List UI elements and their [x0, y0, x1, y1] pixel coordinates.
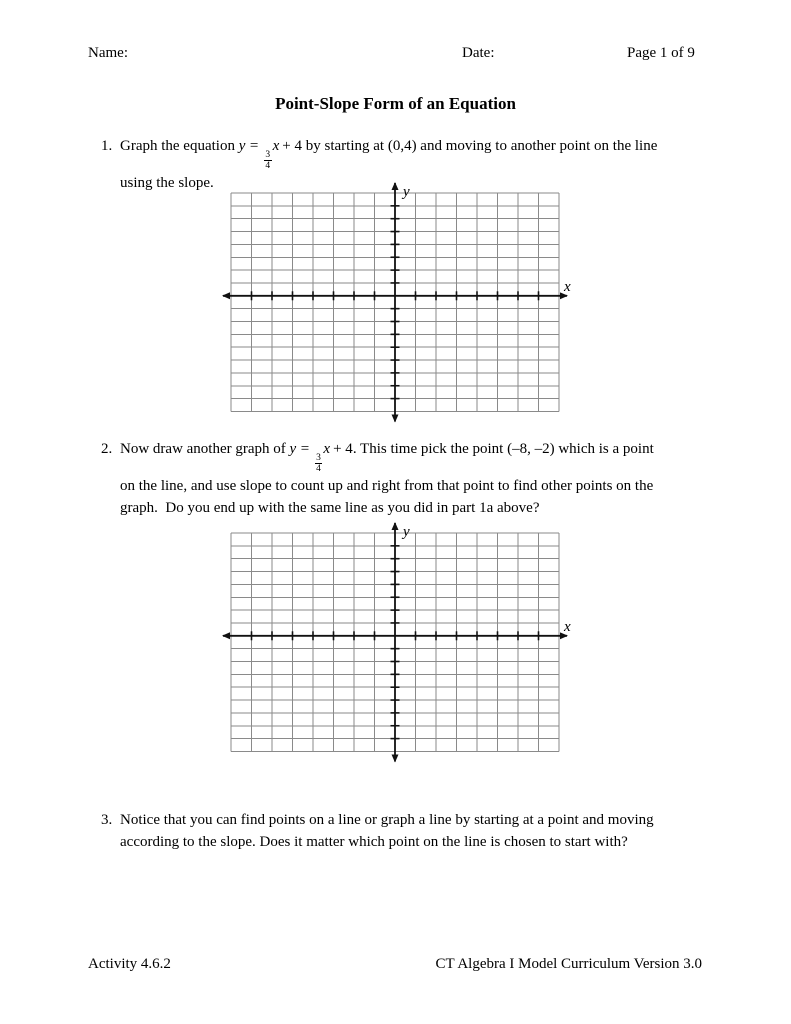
fraction-numerator: 3: [316, 452, 321, 463]
variable-x: x: [272, 138, 280, 154]
question-2-number: 2.: [101, 441, 113, 457]
question-2: [101, 438, 726, 519]
fraction: [264, 150, 272, 172]
question-3: [101, 809, 726, 853]
question-1-text-post: by starting at (0,4) and moving to another point on the line: [302, 138, 658, 154]
equation: [289, 441, 353, 475]
equals-sign: =: [249, 138, 259, 154]
variable-y: y: [238, 138, 246, 154]
date-label: Date:: [462, 45, 495, 61]
question-2-line-3: graph. Do you end up with the same line as you did in part 1a above?: [120, 499, 540, 516]
name-label: Name:: [88, 45, 128, 61]
x-axis-label: x: [564, 278, 571, 295]
question-1-line-2: using the slope.: [120, 174, 214, 191]
y-axis-label: y: [403, 524, 410, 540]
equation-tail: + 4: [282, 138, 302, 154]
question-3-number: 3.: [101, 812, 113, 828]
equation-tail: + 4: [333, 441, 353, 457]
question-2-text-pre: Now draw another graph of: [120, 441, 290, 457]
variable-x: x: [323, 441, 331, 457]
question-1-text-pre: Graph the equation: [120, 138, 239, 154]
footer-version-label: CT Algebra I Model Curriculum Version 3.0: [435, 956, 702, 972]
equals-sign: =: [300, 441, 310, 457]
page-title: Point-Slope Form of an Equation: [275, 94, 516, 113]
question-2-line-1: [120, 438, 726, 475]
question-2-line-2: on the line, and use slope to count up and right from that point to find other points on the: [120, 477, 654, 494]
fraction-numerator: 3: [265, 149, 271, 160]
coordinate-grid-1: [220, 179, 572, 427]
question-1-line-1: [120, 135, 726, 172]
question-3-line-2: according to the slope. Does it matter which point on the line is chosen to start with?: [120, 834, 628, 850]
fraction-denominator: 4: [265, 161, 271, 172]
coordinate-grid-2: [220, 519, 572, 767]
y-axis-label: y: [403, 184, 410, 200]
question-2-text-post: . This time pick the point (–8, –2) which is a point: [352, 441, 654, 457]
footer-activity-label: Activity 4.6.2: [88, 956, 171, 972]
fraction-denominator: 4: [316, 464, 321, 475]
x-axis-label: x: [564, 618, 571, 635]
question-3-line-1: Notice that you can find points on a line or graph a line by starting at a point and moving: [120, 812, 654, 828]
fraction: [315, 453, 323, 475]
variable-y: y: [289, 441, 297, 457]
question-1-number: 1.: [101, 138, 113, 154]
page-number: Page 1 of 9: [627, 45, 695, 61]
equation: [238, 138, 302, 172]
